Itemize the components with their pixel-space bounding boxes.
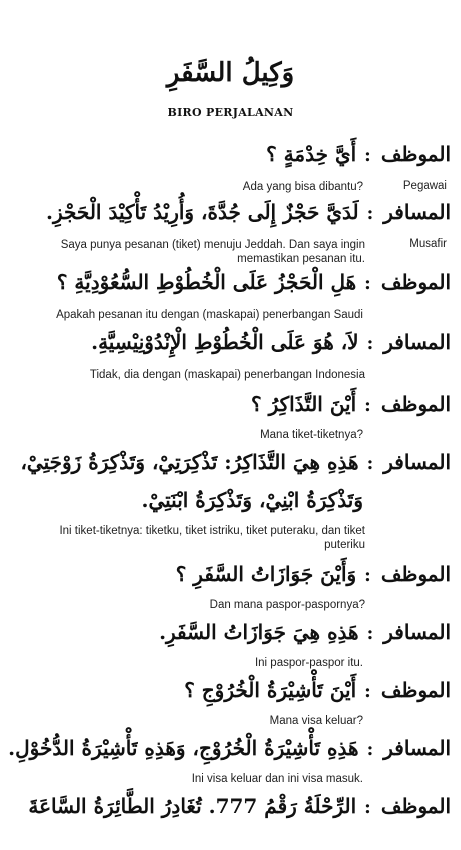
translation: Tidak, dia dengan (maskapai) penerbangan Indonesia <box>89 369 365 381</box>
speaker-arabic: المسافر <box>383 736 451 760</box>
utterance-arabic: هَذِهِ تَأْشِيْرَةُ الْخُرُوْجِ، وَهَذِهِ تَأْشِيْرَةُ الدُّخُوْلِ. <box>8 736 359 760</box>
colon: : <box>364 565 371 586</box>
speaker-arabic: الموظف <box>380 794 451 818</box>
translation: Mana visa keluar? <box>269 715 363 727</box>
colon: : <box>364 797 371 818</box>
utterance-arabic-continued: وَتَذْكِرَةُ ابْنِيْ، وَتَذْكِرَةُ ابْنَتِيْ. <box>141 488 363 512</box>
translation-line-1: Ini tiket-tiketnya: tiketku, tiket istriku, tiket puteraku, dan tiket <box>59 525 365 537</box>
speaker-arabic: المسافر <box>383 200 451 224</box>
colon: : <box>364 273 371 294</box>
colon: : <box>366 453 374 474</box>
colon: : <box>364 395 371 416</box>
speaker-arabic: المسافر <box>383 620 451 644</box>
translation: Ini paspor-paspor itu. <box>254 657 363 669</box>
speaker-indonesian: Pegawai <box>402 180 447 192</box>
utterance-arabic: الرِّحْلَةُ رَقْمُ 777. تُغَادِرُ الطَّائِرَةُ السَّاعَةَ <box>28 794 357 818</box>
translation: Apakah pesanan itu dengan (maskapai) penerbangan Saudi <box>56 309 363 321</box>
colon: : <box>364 145 371 166</box>
translation-line-1: Saya punya pesanan (tiket) menuju Jeddah. Dan saya ingin <box>60 239 365 251</box>
translation: Ada yang bisa dibantu? <box>242 181 363 193</box>
colon: : <box>366 623 374 644</box>
colon: : <box>366 203 374 224</box>
speaker-arabic: الموظف <box>380 270 451 294</box>
translation <box>25 238 365 266</box>
speaker-arabic: الموظف <box>380 142 451 166</box>
translation: Mana tiket-tiketnya? <box>260 429 363 441</box>
colon: : <box>364 681 371 702</box>
utterance-arabic: هَذِهِ هِيَ التَّذَاكِرُ: تَذْكِرَتِيْ، وَتَذْكِرَةُ زَوْجَتِيْ، <box>20 450 359 474</box>
utterance-arabic: لاَ، هُوَ عَلَى الْخُطُوْطِ الْإِنْدُوْنِيْسِيَّةِ. <box>91 330 359 354</box>
translation: Dan mana paspor-paspornya? <box>209 599 365 611</box>
translation-line-2: puteriku <box>324 539 365 551</box>
translation <box>5 524 365 552</box>
utterance-arabic: وَأَيْنَ جَوَازَاتُ السَّفَرِ ؟ <box>175 562 357 586</box>
speaker-arabic: المسافر <box>383 450 451 474</box>
colon: : <box>366 333 374 354</box>
title-arabic: وَكِيلُ السَّفَرِ <box>166 58 295 88</box>
speaker-arabic: الموظف <box>380 562 451 586</box>
speaker-arabic: الموظف <box>380 678 451 702</box>
title-indonesian: BIRO PERJALANAN <box>167 106 294 119</box>
utterance-arabic: أَيْنَ تَأْشِيْرَةُ الْخُرُوْجِ ؟ <box>184 678 357 702</box>
utterance-arabic: هَذِهِ هِيَ جَوَازَاتُ السَّفَرِ. <box>159 620 359 644</box>
utterance-arabic: لَدَيَّ حَجْزٌ إِلَى جُدَّةَ، وَأُرِيْدُ تَأْكِيْدَ الْحَجْزِ. <box>46 200 359 224</box>
speaker-arabic: المسافر <box>383 330 451 354</box>
utterance-arabic: هَلِ الْحَجْزُ عَلَى الْخُطُوْطِ السُّعُوْدِيَّةِ ؟ <box>56 270 357 294</box>
speaker-indonesian: Musafir <box>409 238 447 250</box>
colon: : <box>366 739 374 760</box>
translation: Ini visa keluar dan ini visa masuk. <box>191 773 363 785</box>
utterance-arabic: أَيَّ خِدْمَةٍ ؟ <box>266 142 357 166</box>
speaker-arabic: الموظف <box>380 392 451 416</box>
utterance-arabic: أَيْنَ التَّذَاكِرُ ؟ <box>250 392 357 416</box>
translation-line-2: memastikan pesanan itu. <box>237 253 365 265</box>
